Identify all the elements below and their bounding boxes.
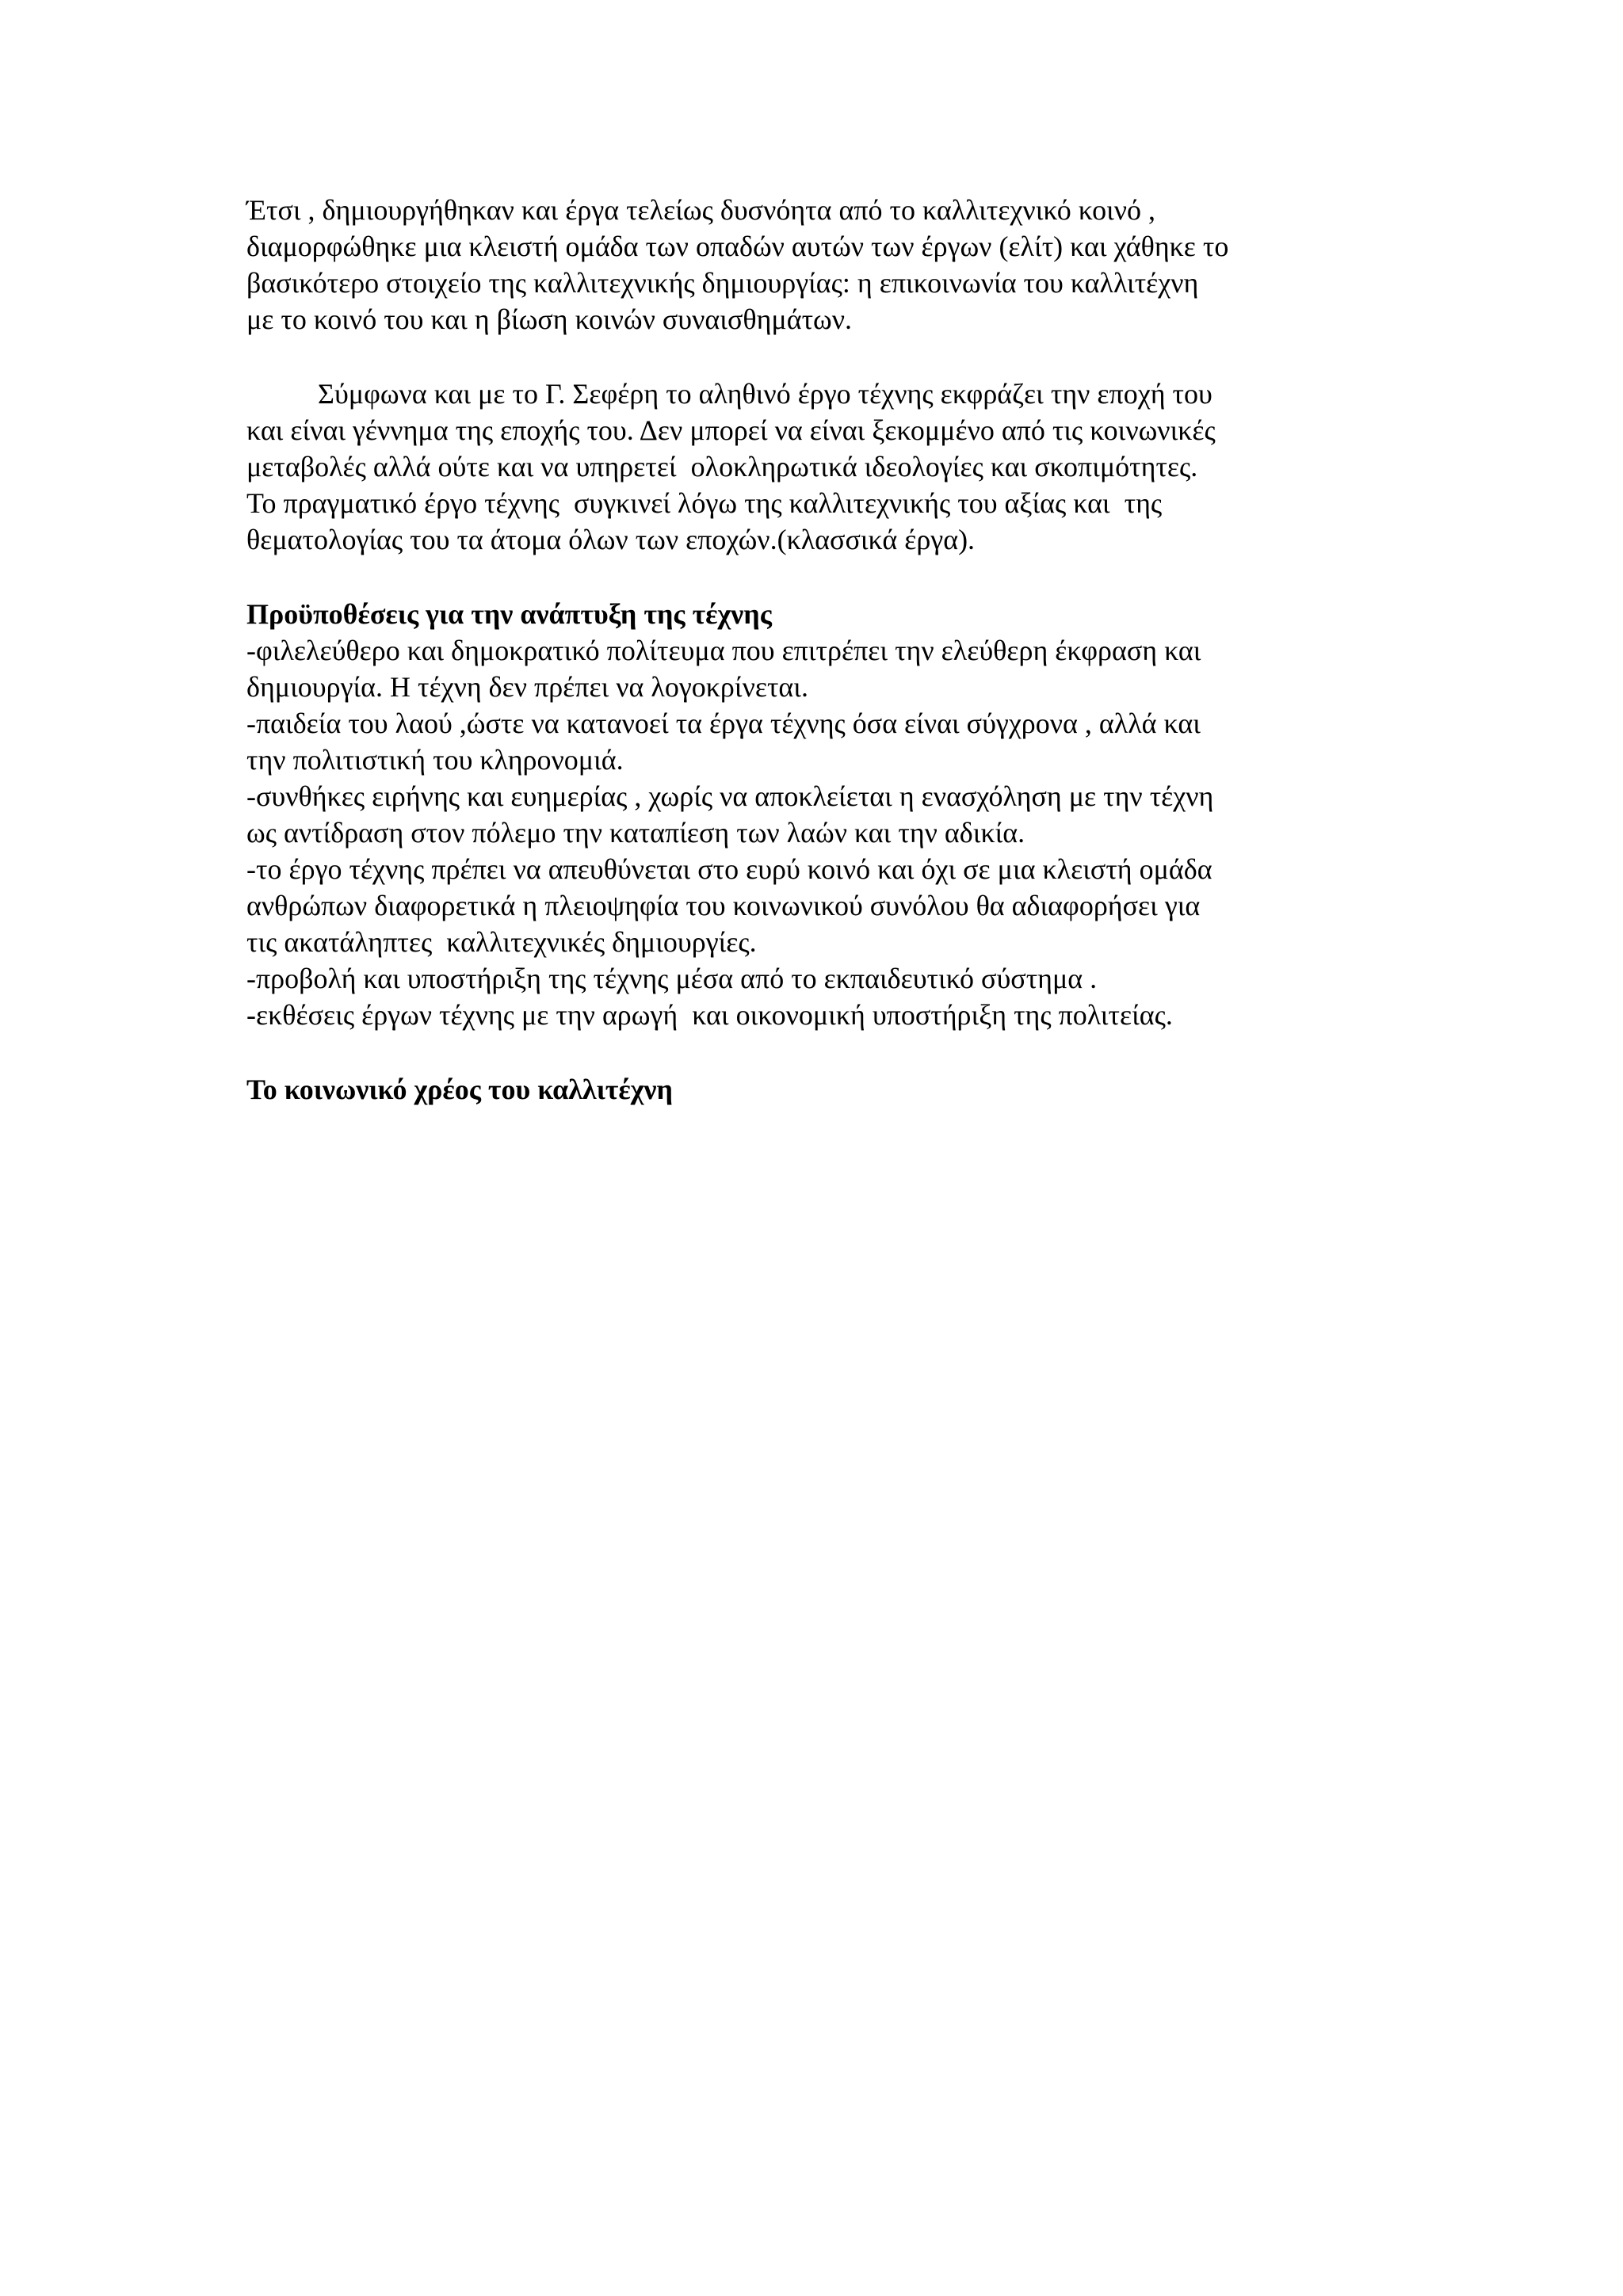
text-line: Σύμφωνα και με το Γ. Σεφέρη το αληθινό έργο τέχνης εκφράζει την εποχή του [246, 378, 1212, 410]
list-item-line: ανθρώπων διαφορετικά η πλειοψηφία του κοινωνικού συνόλου θα αδιαφορήσει για [246, 890, 1201, 921]
text-line: διαμορφώθηκε μια κλειστή ομάδα των οπαδών αυτών των έργων (ελίτ) και χάθηκε το [246, 231, 1229, 262]
section-heading: Το κοινωνικό χρέος του καλλιτέχνη [246, 1074, 673, 1105]
list-item-line: την πολιτιστική του κληρονομιά. [246, 744, 624, 776]
list-item-line: -φιλελεύθερο και δημοκρατικό πολίτευμα που επιτρέπει την ελεύθερη έκφραση και [246, 635, 1201, 666]
list-item-line: -παιδεία του λαού ,ώστε να κατανοεί τα έργα τέχνης όσα είναι σύγχρονα , αλλά και [246, 707, 1201, 739]
list-item-line: ως αντίδραση στον πόλεμο την καταπίεση των λαών και την αδικία. [246, 817, 1025, 849]
paragraph-spacer [246, 1033, 1435, 1071]
section-social-duty [246, 1071, 1435, 1108]
text-line: και είναι γέννημα της εποχής του. Δεν μπορεί να είναι ξεκομμένο από τις κοινωνικές [246, 414, 1216, 446]
text-line: θεματολογίας του τα άτομα όλων των εποχών.(κλασσικά έργα). [246, 524, 976, 555]
text-line: Έτσι , δημιουργήθηκαν και έργα τελείως δυσνόητα από το καλλιτεχνικό κοινό , [246, 194, 1156, 226]
list-item-line: -προβολή και υποστήριξη της τέχνης μέσα από το εκπαιδευτικό σύστημα . [246, 963, 1098, 994]
text-line: Το πραγματικό έργο τέχνης συγκινεί λόγω της καλλιτεχνικής του αξίας και της [246, 487, 1163, 519]
paragraph-elite-art [246, 192, 1435, 338]
text-line: βασικότερο στοιχείο της καλλιτεχνικής δημιουργίας: η επικοινωνία του καλλιτέχνη [246, 267, 1199, 299]
list-item-line: τις ακατάληπτες καλλιτεχνικές δημιουργίες. [246, 926, 757, 958]
list-item-line: -συνθήκες ειρήνης και ευημερίας , χωρίς να αποκλείεται η ενασχόληση με την τέχνη [246, 780, 1214, 812]
text-line: μεταβολές αλλά ούτε και να υπηρετεί ολοκληρωτικά ιδεολογίες και σκοπιμότητες. [246, 451, 1198, 482]
list-item-line: -το έργο τέχνης πρέπει να απευθύνεται στο ευρύ κοινό και όχι σε μια κλειστή ομάδα [246, 853, 1212, 885]
paragraph-seferis [246, 376, 1435, 558]
section-heading: Προϋποθέσεις για την ανάπτυξη της τέχνης [246, 598, 772, 630]
text-line: με το κοινό του και η βίωση κοινών συναισθημάτων. [246, 303, 853, 335]
section-prerequisites [246, 596, 1435, 1033]
paragraph-spacer [246, 558, 1435, 596]
document-body [246, 192, 1435, 1108]
list-item-line: -εκθέσεις έργων τέχνης με την αρωγή και οικονομική υποστήριξη της πολιτείας. [246, 999, 1173, 1031]
list-item-line: δημιουργία. Η τέχνη δεν πρέπει να λογοκρίνεται. [246, 671, 808, 703]
paragraph-spacer [246, 338, 1435, 376]
